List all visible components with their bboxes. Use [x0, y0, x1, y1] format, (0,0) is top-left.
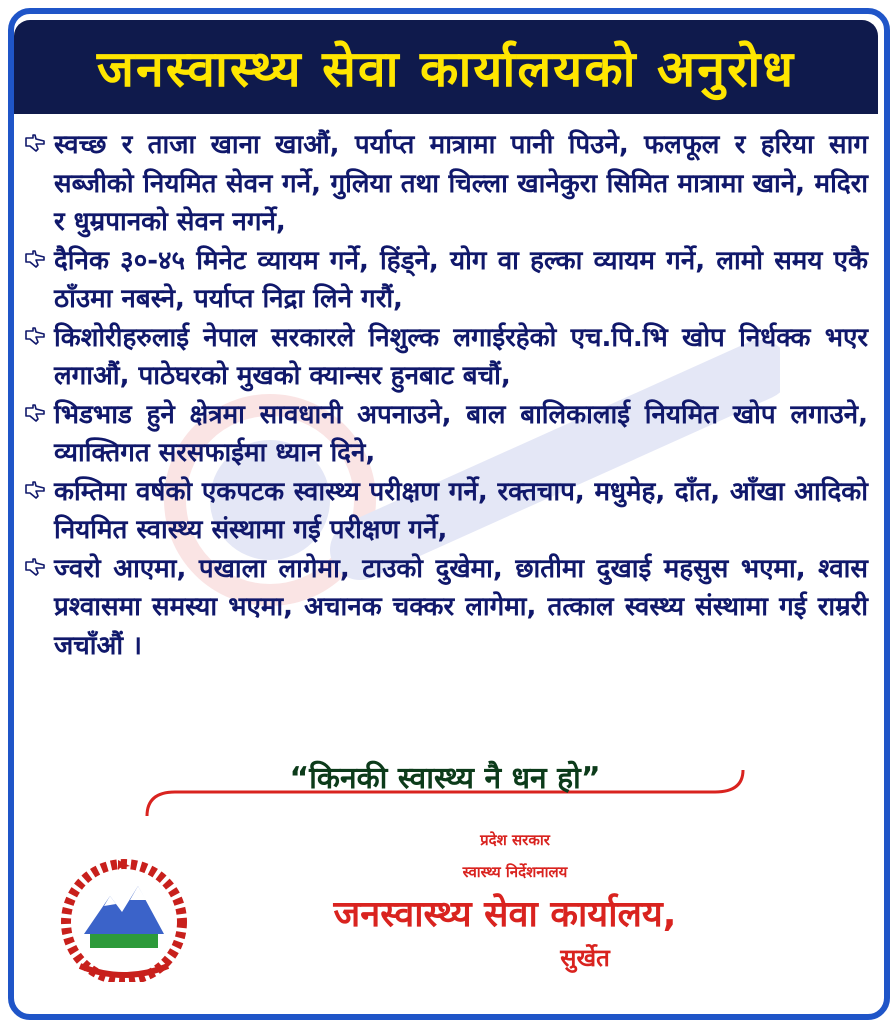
- page-title: जनस्वास्थ्य सेवा कार्यालयको अनुरोध: [96, 40, 796, 98]
- list-item-text: दैनिक ३०-४५ मिनेट व्यायम गर्ने, हिंड्ने, योग वा हल्का व्यायम गर्ने, लामो समय एकै ठाँउमा नबस्ने, पर्याप्त निद्रा लिने गरौं,: [54, 245, 868, 314]
- list-item: [22, 396, 868, 473]
- slogan-block: [145, 748, 745, 818]
- list-item-text: किशोरीहरुलाई नेपाल सरकारले निशुल्क लगाईरहेको एच.पि.भि खोप निर्धक्क भएर लगाऔं, पाठेघरको मुखको क्यान्सर हुनबाट बचौं,: [54, 322, 868, 391]
- list-item-text: कम्तिमा वर्षको एकपटक स्वास्थ्य परीक्षण गर्ने, रक्तचाप, मधुमेह, दाँत, आँखा आदिको नियमित स्वास्थ्य संस्थामा गई परीक्षण गर्ने,: [54, 476, 868, 545]
- list-item: [22, 550, 868, 666]
- org-location: सुर्खेत: [560, 944, 610, 972]
- pointing-hand-icon: [24, 479, 46, 501]
- pointing-hand-icon: [24, 556, 46, 578]
- list-item-text: भिडभाड हुने क्षेत्रमा सावधानी अपनाउने, बाल बालिकालाई नियमित खोप लगाउने, व्याक्तिगत सरसफाईमा ध्यान दिने,: [54, 399, 868, 468]
- org-office: जनस्वास्थ्य सेवा कार्यालय,: [333, 894, 677, 935]
- org-directorate: स्वास्थ्य निर्देशनालय: [462, 863, 568, 881]
- list-item: [22, 242, 868, 319]
- pointing-hand-icon: [24, 325, 46, 347]
- org-province: प्रदेश सरकार: [480, 831, 550, 849]
- list-item-text: ज्वरो आएमा, पखाला लागेमा, टाउको दुखेमा, छातीमा दुखाई महसुस भएमा, श्वास प्रश्वासमा समस्या भएमा, अचानक चक्कर लागेमा, तत्काल स्वस्थ्य संस्थामा गई राम्ररी जचाँऔं ।: [54, 553, 868, 661]
- header-banner: [14, 20, 878, 114]
- advice-list: [22, 126, 868, 665]
- issuer-block: [270, 830, 740, 974]
- nepal-emblem-icon: [60, 856, 188, 982]
- pointing-hand-icon: [24, 248, 46, 270]
- list-item: [22, 473, 868, 550]
- list-item-text: स्वच्छ र ताजा खाना खाऔं, पर्याप्त मात्रामा पानी पिउने, फलफूल र हरिया साग सब्जीको नियमित सेवन गर्ने, गुलिया तथा चिल्ला खानेकुरा सिमित मात्रामा खाने, मदिरा र धुम्रपानको सेवन नगर्ने,: [54, 130, 868, 237]
- list-item: [22, 319, 868, 396]
- list-item: [22, 126, 868, 242]
- pointing-hand-icon: [24, 132, 46, 154]
- slogan-text: “किनकी स्वास्थ्य नै धन हो”: [289, 761, 601, 796]
- pointing-hand-icon: [24, 402, 46, 424]
